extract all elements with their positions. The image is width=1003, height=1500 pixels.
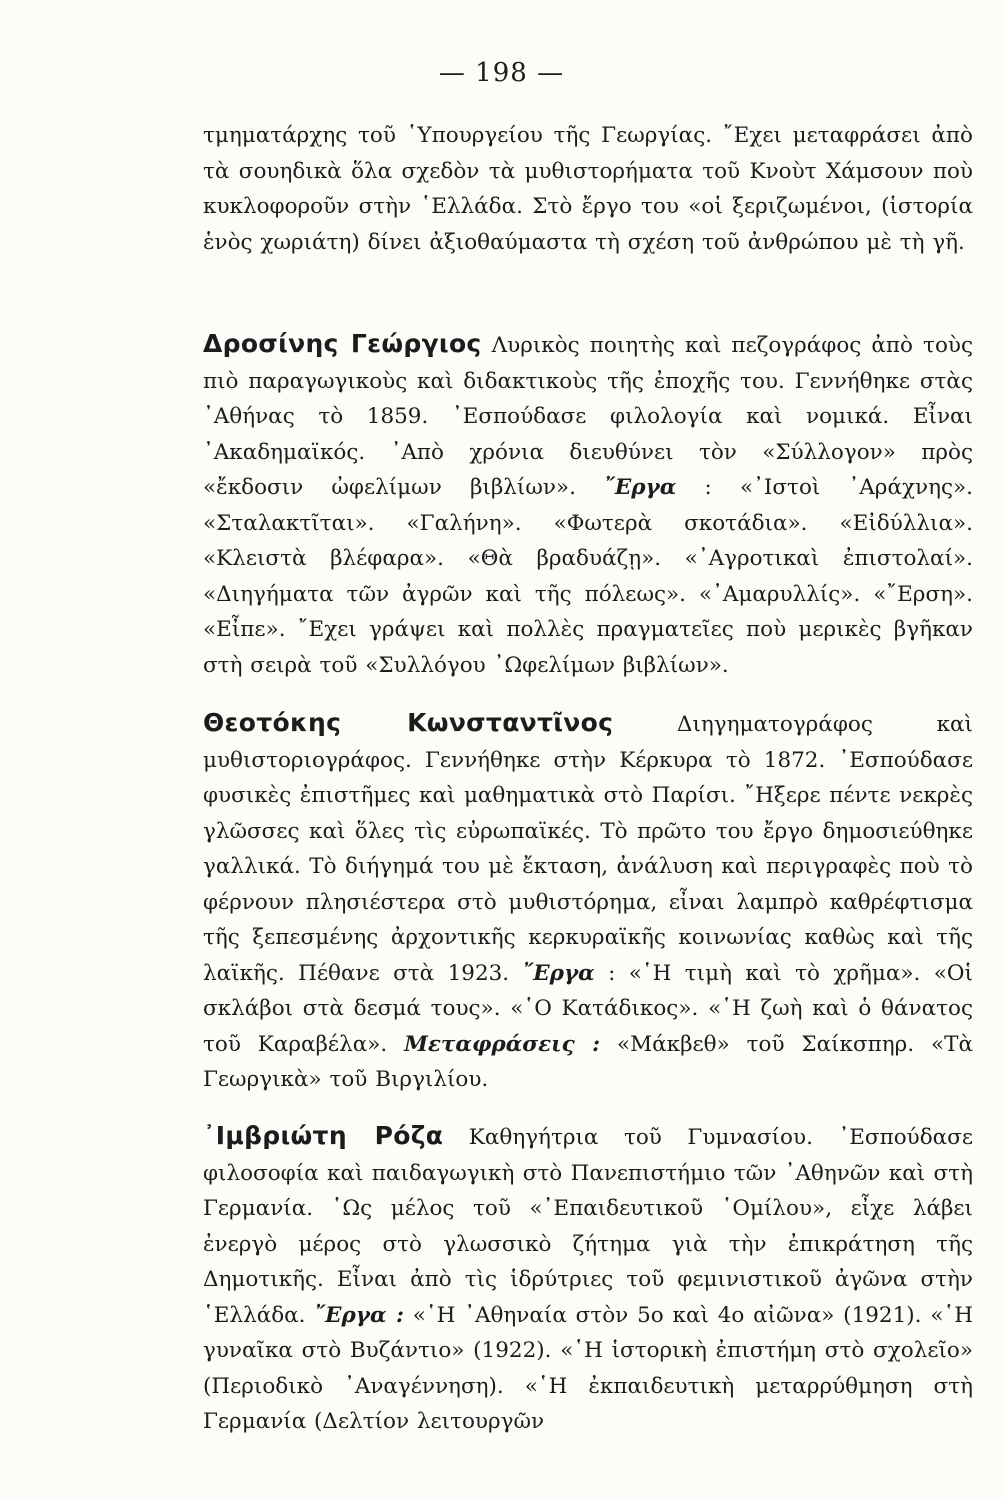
entry-paragraph bbox=[203, 1118, 973, 1440]
intro-text: τμηματάρχης τοῦ ῾Υπουργείου τῆς Γεωργίας. ῎Εχει μεταφράσει ἀπὸ τὰ σουηδικὰ ὅλα σχεδὸν τὰ μυθιστορήματα τοῦ Κνοὺτ Χάμσουν ποὺ κυκλοφοροῦν στὴν ῾Ελλάδα. Στὸ ἔργο του «οἱ ξεριζωμένοι, (ἱστορία ἑνὸς χωριάτη) δίνει ἀξιοθαύμαστα τὴ σχέση τοῦ ἀνθρώπου μὲ τὴ γῆ. bbox=[203, 123, 973, 255]
translations-label: Μεταφράσεις : bbox=[404, 1031, 601, 1057]
entry-name: Θεοτόκης Κωνσταντῖνος bbox=[203, 708, 614, 737]
entry-works-text: : «῾Η τιμὴ καὶ τὸ χρῆμα». «Οἱ σκλάβοι στὰ δεσμά τους». «῾Ο Κατάδικος». «῾Η ζωὴ καὶ ὁ θάνατος τοῦ Καραβέλα». bbox=[203, 960, 973, 1057]
entry-text: Λυρικὸς ποιητὴς καὶ πεζογράφος ἀπὸ τοὺς πιὸ παραγωγικοὺς καὶ διδακτικοὺς τῆς ἐποχῆς του. Γεννήθηκε στὰς ᾿Αθήνας τὸ 1859. ᾿Εσπούδασε φιλολογία καὶ νομικά. Εἶναι ᾿Ακαδημαϊκός. ᾿Απὸ χρόνια διευθύνει τὸν «Σύλλογον» πρὸς «ἔκδοσιν ὠφελίμων βιβλίων». bbox=[203, 333, 973, 500]
entry-text: Διηγηματογράφος καὶ μυθιστοριογράφος. Γεννήθηκε στὴν Κέρκυρα τὸ 1872. ᾿Εσπούδασε φυσικὲς ἐπιστῆμες καὶ μαθηματικὰ στὸ Παρίσι. ῎Ηξερε πέντε νεκρὲς γλῶσσες καὶ ὅλες τὶς εὐρωπαϊκές. Τὸ πρῶτο του ἔργο δημοσιεύθηκε γαλλικά. Τὸ διήγημά του μὲ ἔκταση, ἀνάλυση καὶ περιγραφὲς ποὺ τὸ φέρνουν πλησιέστερα στὸ μυθιστόρημα, εἶναι λαμπρὸ καθρέφτισμα τῆς ξεπεσμένης ἀρχοντικῆς κερκυραϊκῆς κοινωνίας καθὼς καὶ τῆς λαϊκῆς. Πέθανε στὰ 1923. bbox=[203, 712, 973, 986]
works-label: ῎Εργα bbox=[522, 960, 595, 986]
entry-works-text: «῾Η ᾿Αθηναία στὸν 5ο καὶ 4ο αἰῶνα» (1921). «῾Η γυναῖκα στὸ Βυζάντιο» (1922). «῾Η ἱστορικὴ ἐπιστήμη στὸ σχολεῖο» (Περιοδικὸ ᾿Αναγέννηση). «῾Η ἐκπαιδευτικὴ μεταρρύθμηση στὴ Γερμανία (Δελτίον λειτουργῶν bbox=[203, 1302, 973, 1434]
entry-name: Δροσίνης Γεώργιος bbox=[203, 329, 482, 358]
page-number: — 198 — bbox=[438, 58, 565, 88]
entry-translations-text: «Μάκβεθ» τοῦ Σαίκσπηρ. «Τὰ Γεωργικὰ» τοῦ Βιργιλίου. bbox=[203, 1031, 973, 1092]
works-label: ῎Εργα bbox=[604, 475, 677, 500]
works-label: ῎Εργα : bbox=[314, 1302, 404, 1328]
entry-works-text: : «᾿Ιστοὶ ᾿Αράχνης». «Σταλακτῖται». «Γαλήνη». «Φωτερὰ σκοτάδια». «Εἰδύλλια». «Κλειστὰ βλέφαρα». «Θὰ βραδυάζῃ». «᾿Αγροτικαὶ ἐπιστολαί». «Διηγήματα τῶν ἀγρῶν καὶ τῆς πόλεως». «᾿Αμαρυλλίς». «῎Ερση». «Εἶπε». ῎Εχει γράψει καὶ πολλὲς πραγματεῖες ποὺ μερικὲς βγῆκαν στὴ σειρὰ τοῦ «Συλλόγου ᾿Ωφελίμων βιβλίων». bbox=[203, 475, 973, 678]
intro-paragraph bbox=[203, 118, 973, 260]
entry-paragraph bbox=[203, 705, 973, 1098]
entry-name: ᾿Ιμβριώτη Ρόζα bbox=[203, 1121, 444, 1150]
entry-text: Καθηγήτρια τοῦ Γυμνασίου. ᾿Εσπούδασε φιλοσοφία καὶ παιδαγωγικὴ στὸ Πανεπιστήμιο τῶν ᾿Αθηνῶν καὶ στὴ Γερμανία. ῾Ως μέλος τοῦ «᾿Επαιδευτικοῦ ῾Ομίλου», εἶχε λάβει ἐνεργὸ μέρος στὸ γλωσσικὸ ζήτημα γιὰ τὴν ἐπικράτηση τῆς Δημοτικῆς. Εἶναι ἀπὸ τὶς ἱδρύτριες τοῦ φεμινιστικοῦ ἀγῶνα στὴν ῾Ελλάδα. bbox=[203, 1125, 973, 1328]
entry-paragraph bbox=[203, 326, 973, 683]
